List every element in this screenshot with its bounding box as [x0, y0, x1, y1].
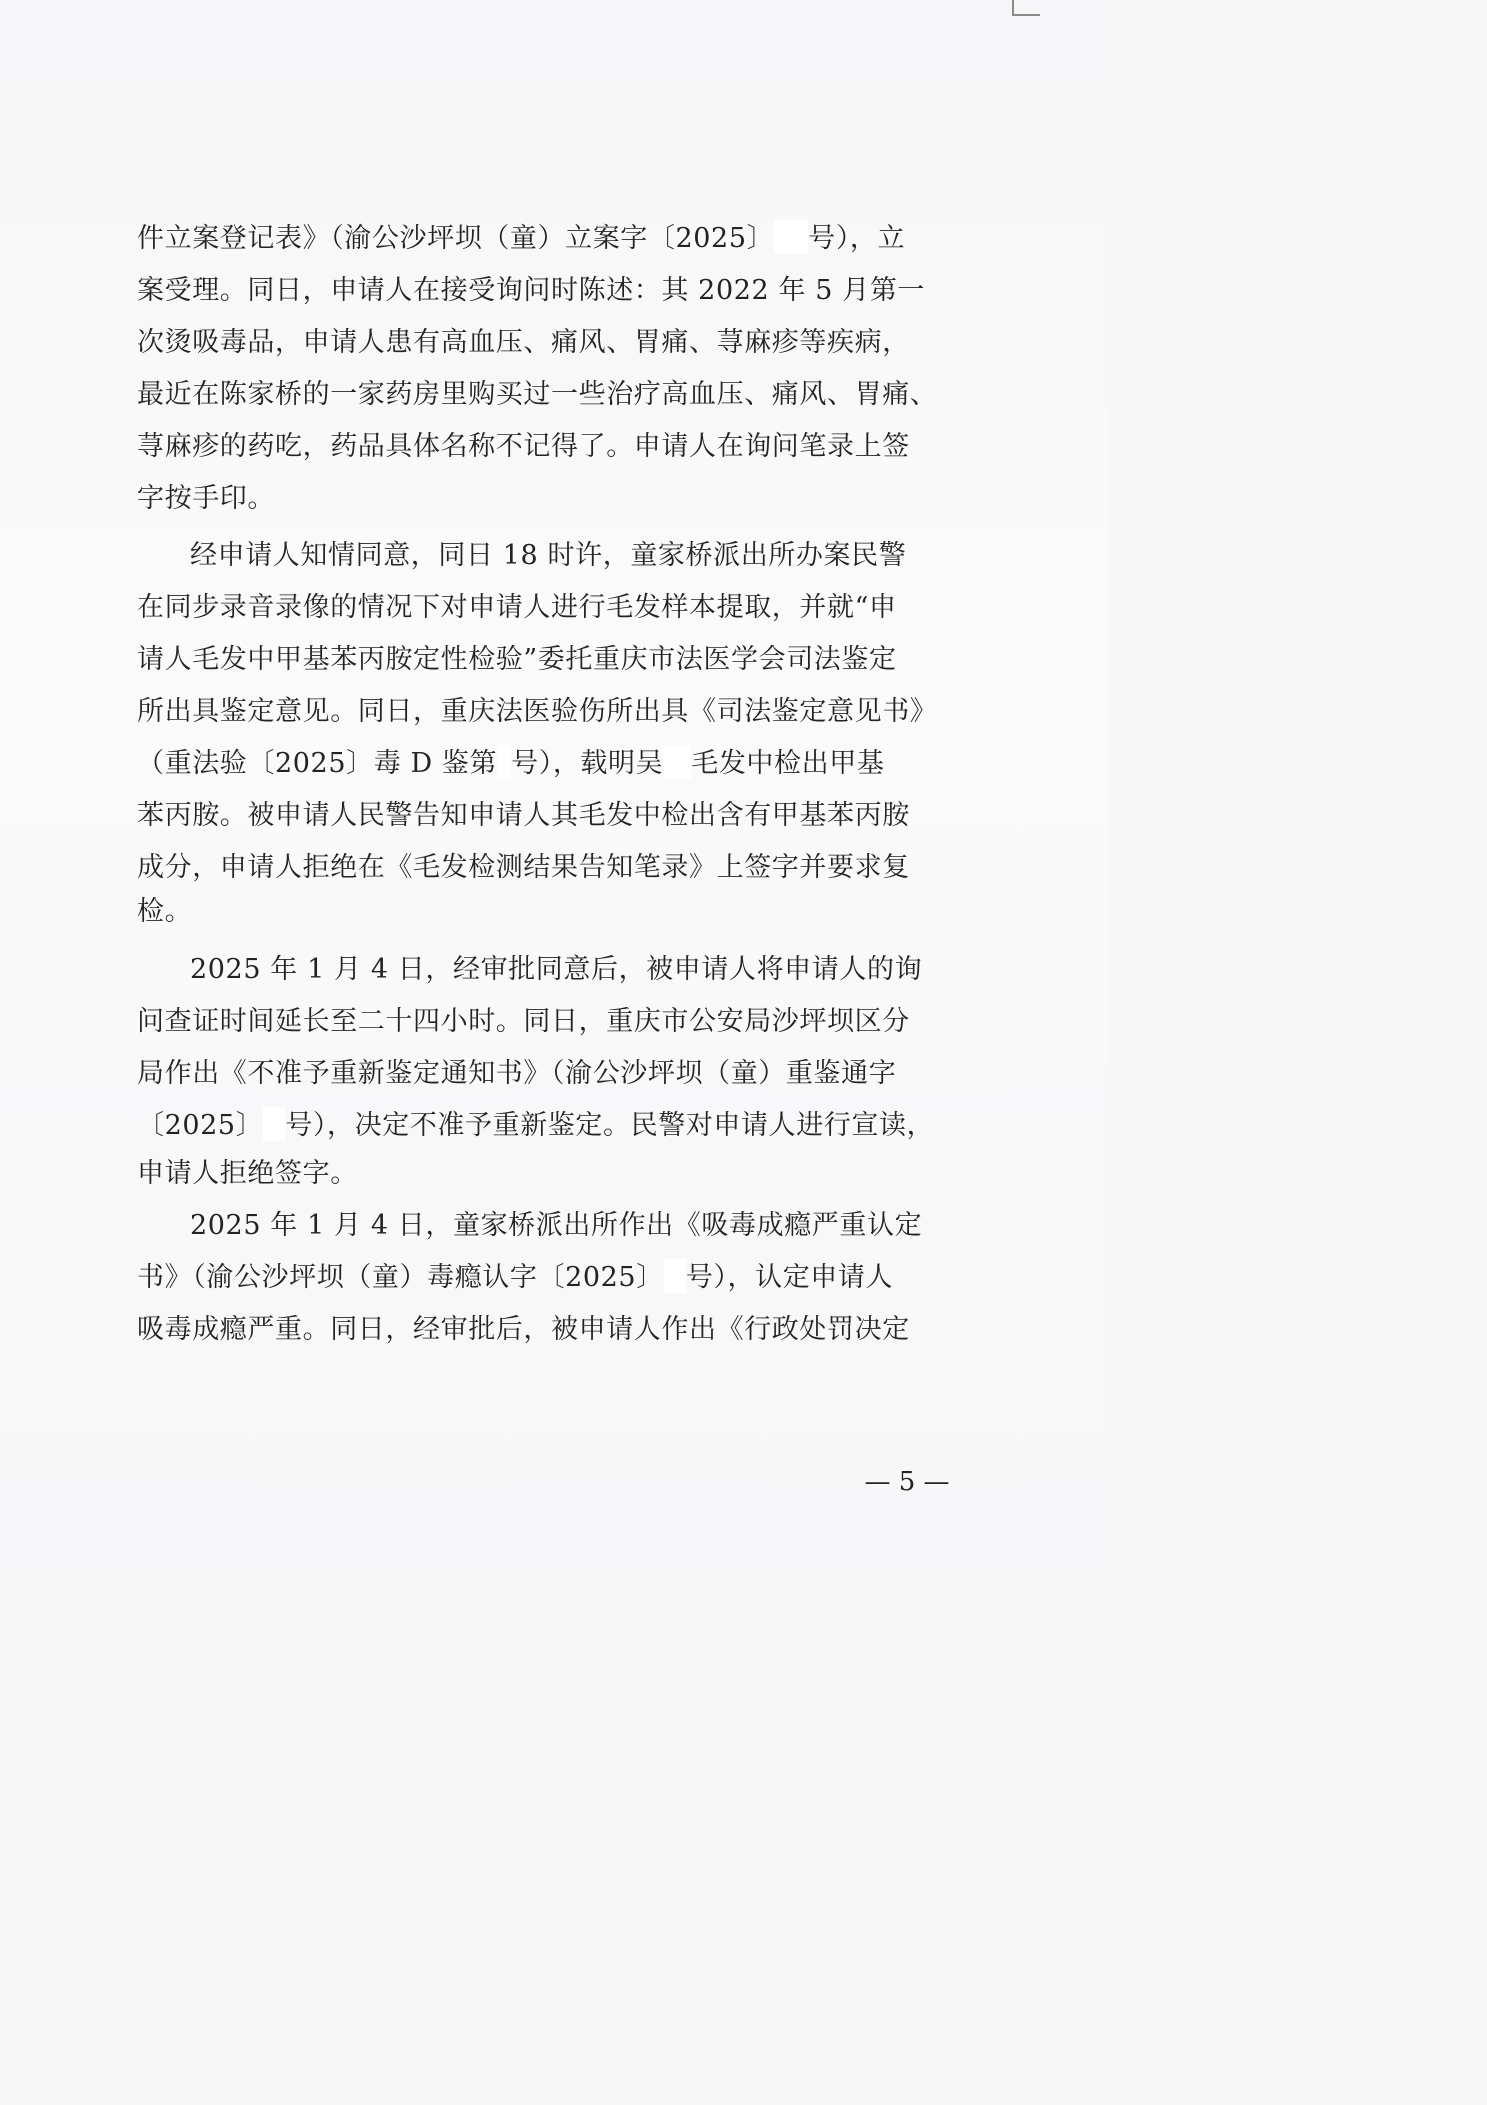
text-segment: 件立案登记表》（渝公沙坪坝（童）立案字〔2025〕	[137, 223, 775, 254]
redaction-block	[774, 220, 808, 254]
text-line	[137, 317, 961, 369]
text-line	[137, 1048, 961, 1100]
text-segment: 申请人拒绝签字。	[137, 1158, 358, 1189]
text-line	[137, 265, 961, 317]
text-line	[137, 886, 961, 938]
text-line	[137, 686, 961, 738]
text-line	[137, 213, 961, 265]
text-segment: （重法验〔2025〕毒 D 鉴第	[137, 748, 498, 779]
text-line	[137, 738, 961, 790]
redaction-block	[664, 1259, 686, 1293]
redaction-block	[497, 745, 511, 779]
text-segment: 号），认定申请人	[685, 1262, 894, 1293]
text-segment: 字按手印。	[137, 483, 275, 514]
text-line	[190, 944, 961, 996]
text-segment: 荨麻疹的药吃，药品具体名称不记得了。申请人在询问笔录上签	[137, 431, 910, 462]
text-segment: 最近在陈家桥的一家药房里购买过一些治疗高血压、痛风、胃痛、	[137, 379, 938, 410]
text-segment: 吸毒成瘾严重。同日，经审批后，被申请人作出《行政处罚决定	[137, 1314, 910, 1345]
text-segment: 经申请人知情同意，同日 18 时许，童家桥派出所办案民警	[190, 540, 907, 571]
text-line	[137, 996, 961, 1048]
text-segment: 检。	[137, 896, 193, 927]
text-segment: 局作出《不准予重新鉴定通知书》（渝公沙坪坝（童）重鉴通字	[137, 1058, 897, 1089]
text-line	[137, 1252, 961, 1304]
text-segment: 案受理。同日，申请人在接受询问时陈述：其 2022 年 5 月第一	[137, 275, 926, 306]
text-segment: 毛发中检出甲基	[691, 748, 885, 779]
text-line	[137, 1100, 961, 1152]
redaction-block	[263, 1107, 285, 1141]
text-line	[190, 530, 961, 582]
text-segment: 2025 年 1 月 4 日，经审批同意后，被申请人将申请人的询	[190, 954, 923, 985]
text-line	[137, 1148, 961, 1200]
text-line	[137, 369, 961, 421]
text-line	[137, 790, 961, 842]
text-segment: 号），立	[808, 223, 906, 254]
text-line	[137, 634, 961, 686]
text-line	[137, 582, 961, 634]
text-segment: 成分，申请人拒绝在《毛发检测结果告知笔录》上签字并要求复	[137, 852, 910, 883]
text-segment: 号），载明吴	[511, 748, 664, 779]
page-number: — 5 —	[864, 1467, 950, 1497]
text-segment: 2025 年 1 月 4 日，童家桥派出所作出《吸毒成瘾严重认定	[190, 1210, 923, 1241]
text-segment: 在同步录音录像的情况下对申请人进行毛发样本提取，并就“申	[137, 592, 897, 623]
text-line	[190, 1200, 961, 1252]
text-line	[137, 1304, 961, 1356]
text-segment: 〔2025〕	[137, 1110, 264, 1141]
text-segment: 所出具鉴定意见。同日，重庆法医验伤所出具《司法鉴定意见书》	[137, 696, 938, 727]
scan-corner-mark	[1012, 0, 1040, 16]
text-segment: 问查证时间延长至二十四小时。同日，重庆市公安局沙坪坝区分	[137, 1006, 910, 1037]
text-line	[137, 421, 961, 473]
redaction-block	[663, 745, 691, 779]
text-segment: 书》（渝公沙坪坝（童）毒瘾认字〔2025〕	[137, 1262, 664, 1293]
text-segment: 号），决定不准予重新鉴定。民警对申请人进行宣读，	[285, 1110, 935, 1141]
text-segment: 次烫吸毒品，申请人患有高血压、痛风、胃痛、荨麻疹等疾病，	[137, 327, 910, 358]
text-line	[137, 473, 961, 525]
text-segment: 苯丙胺。被申请人民警告知申请人其毛发中检出含有甲基苯丙胺	[137, 800, 910, 831]
text-segment: 请人毛发中甲基苯丙胺定性检验”委托重庆市法医学会司法鉴定	[137, 644, 897, 675]
